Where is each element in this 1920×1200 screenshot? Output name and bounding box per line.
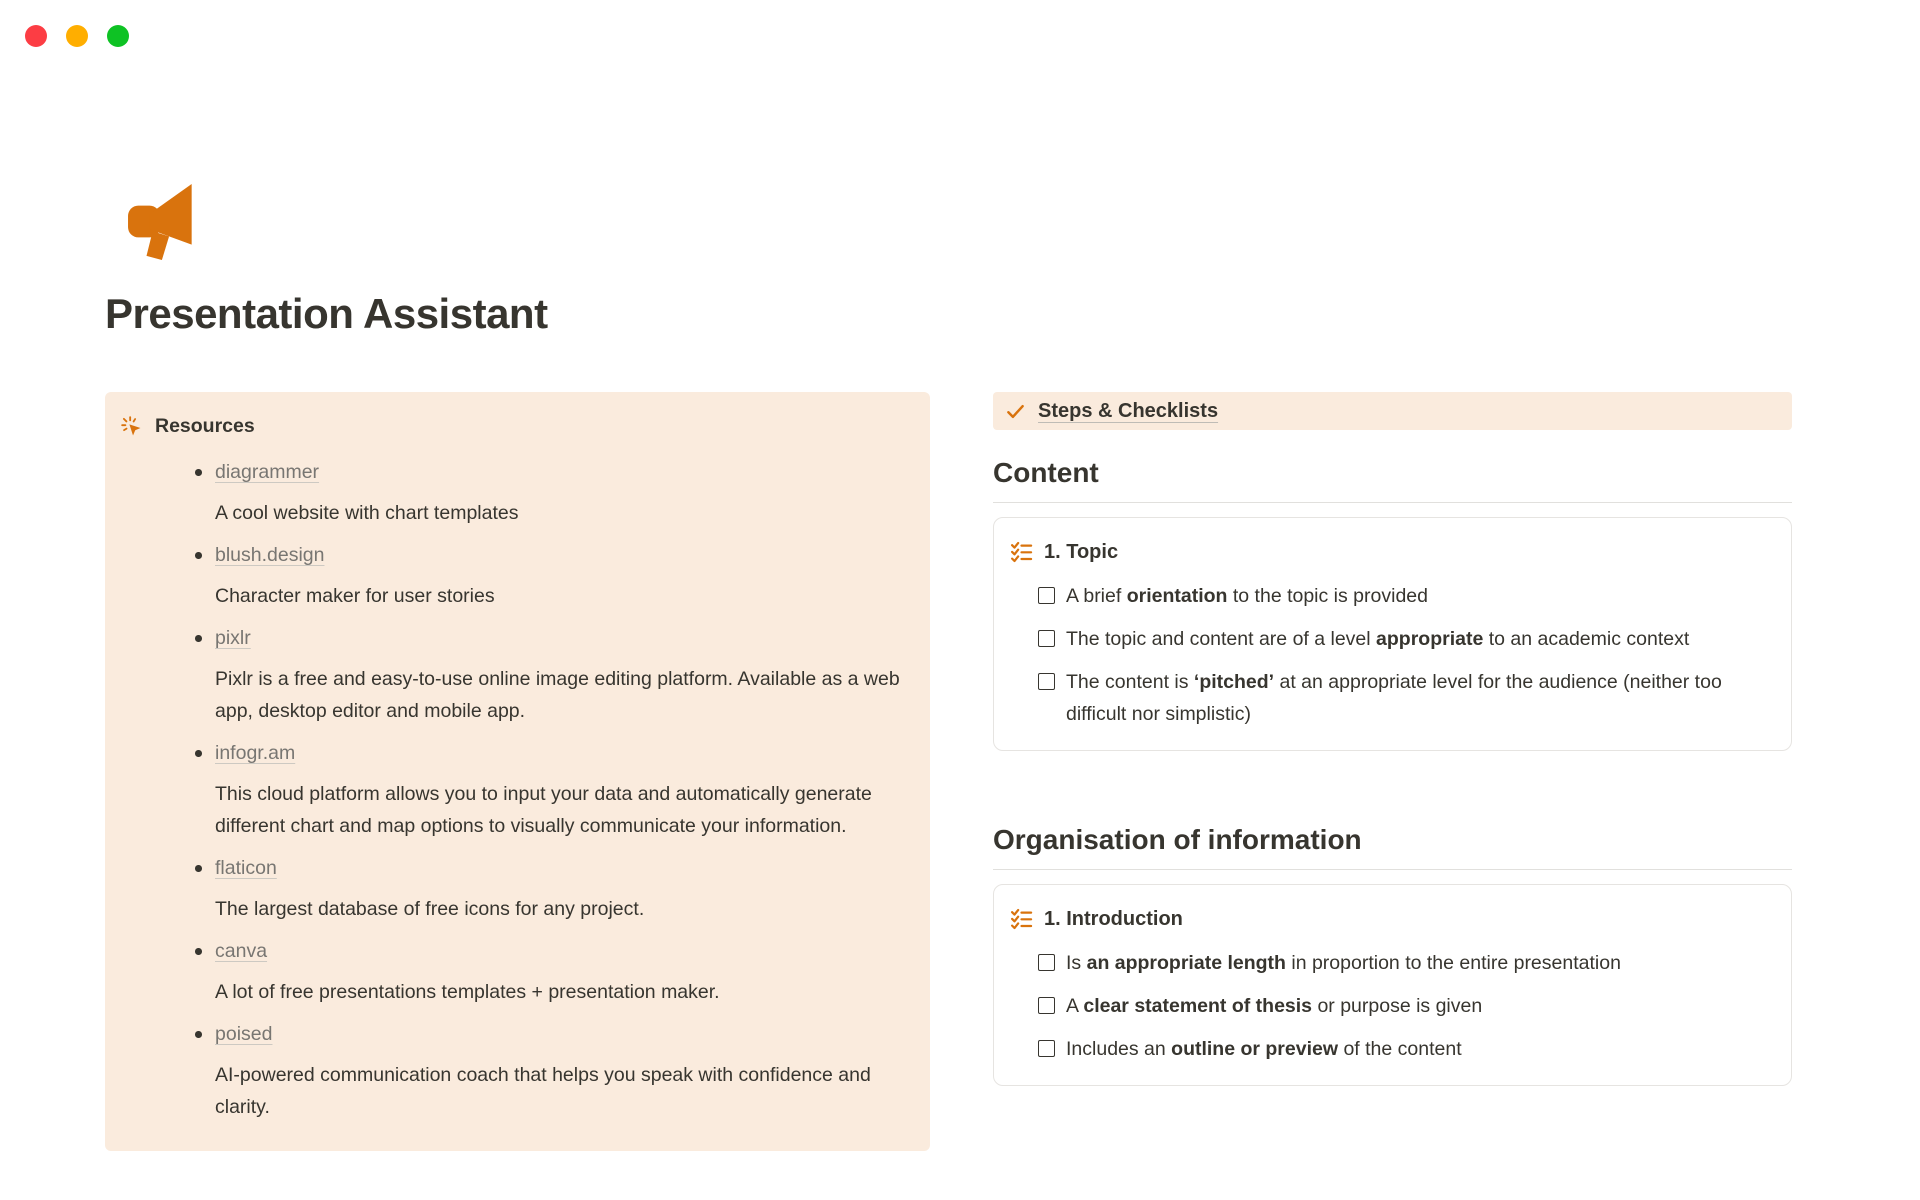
section-divider (993, 502, 1792, 503)
steps-checklists-link[interactable] (993, 392, 1792, 430)
resource-item (215, 737, 914, 842)
window-zoom-button[interactable] (107, 25, 129, 47)
checklist-section (993, 823, 1792, 1086)
resource-item (215, 456, 914, 529)
check-icon (1006, 402, 1025, 421)
todo-item (1038, 990, 1775, 1022)
checklist-card-header (1010, 903, 1775, 935)
checklist-card (993, 884, 1792, 1086)
todo-checkbox[interactable] (1038, 587, 1055, 604)
checklist-items (1038, 580, 1775, 730)
todo-label: A brief orientation to the topic is provided (1066, 585, 1428, 607)
todo-item (1038, 623, 1775, 655)
megaphone-icon[interactable] (127, 182, 205, 260)
resource-item (215, 622, 914, 727)
resource-item (215, 935, 914, 1008)
checklist-card-title: 1. Topic (1044, 541, 1119, 563)
checklist-card-header (1010, 536, 1775, 568)
resource-description: A cool website with chart templates (215, 502, 519, 524)
resources-callout (105, 392, 930, 1151)
resources-title: Resources (155, 415, 255, 437)
todo-label: A clear statement of thesis or purpose is given (1066, 995, 1483, 1017)
resource-link[interactable]: blush.design (215, 544, 325, 566)
resource-description: This cloud platform allows you to input your data and automatically generate different chart and map options to visually communicate your information. (215, 783, 872, 837)
todo-item (1038, 580, 1775, 612)
resource-description: The largest database of free icons for any project. (215, 898, 645, 920)
resource-description: A lot of free presentations templates + presentation maker. (215, 981, 720, 1003)
window-close-button[interactable] (25, 25, 47, 47)
resource-description: Pixlr is a free and easy-to-use online image editing platform. Available as a web app, desktop editor and mobile app. (215, 668, 900, 722)
resource-link[interactable]: poised (215, 1023, 273, 1045)
resource-item (215, 852, 914, 925)
section-heading: Content (993, 457, 1099, 488)
todo-label: Includes an outline or preview of the content (1066, 1038, 1462, 1060)
checklist-items (1038, 947, 1775, 1065)
todo-label: The content is ‘pitched’ at an appropriate level for the audience (neither too difficult nor simplistic) (1066, 671, 1722, 725)
steps-checklists-label: Steps & Checklists (1038, 399, 1219, 422)
resource-description: Character maker for user stories (215, 585, 495, 607)
resources-list (121, 456, 914, 1123)
section-divider (993, 869, 1792, 870)
checklist-icon (1010, 908, 1033, 931)
todo-checkbox[interactable] (1038, 997, 1055, 1014)
window-minimize-button[interactable] (66, 25, 88, 47)
checklist-sections (993, 456, 1792, 1086)
todo-checkbox[interactable] (1038, 630, 1055, 647)
todo-checkbox[interactable] (1038, 1040, 1055, 1057)
checklist-section (993, 456, 1792, 751)
resources-callout-header (121, 410, 914, 442)
resource-link[interactable]: infogr.am (215, 742, 296, 764)
resource-link[interactable]: diagrammer (215, 461, 320, 483)
todo-item (1038, 1033, 1775, 1065)
content-columns (105, 392, 1795, 1151)
checklist-card (993, 517, 1792, 751)
resource-description: AI-powered communication coach that helps you speak with confidence and clarity. (215, 1064, 871, 1118)
checklist-card-title: 1. Introduction (1044, 908, 1183, 930)
cursor-click-icon (121, 416, 142, 437)
window-controls (25, 25, 129, 47)
todo-item (1038, 666, 1775, 730)
resource-item (215, 1018, 914, 1123)
resource-link[interactable]: flaticon (215, 857, 277, 879)
todo-label: Is an appropriate length in proportion to the entire presentation (1066, 952, 1621, 974)
notion-page (105, 150, 1795, 1151)
todo-checkbox[interactable] (1038, 954, 1055, 971)
todo-item (1038, 947, 1775, 979)
resource-link[interactable]: canva (215, 940, 268, 962)
checklist-icon (1010, 541, 1033, 564)
page-title: Presentation Assistant (105, 290, 548, 337)
todo-label: The topic and content are of a level appropriate to an academic context (1066, 628, 1690, 650)
checklists-column (993, 392, 1792, 1086)
section-heading: Organisation of information (993, 824, 1362, 855)
todo-checkbox[interactable] (1038, 673, 1055, 690)
resource-item (215, 539, 914, 612)
resource-link[interactable]: pixlr (215, 627, 251, 649)
